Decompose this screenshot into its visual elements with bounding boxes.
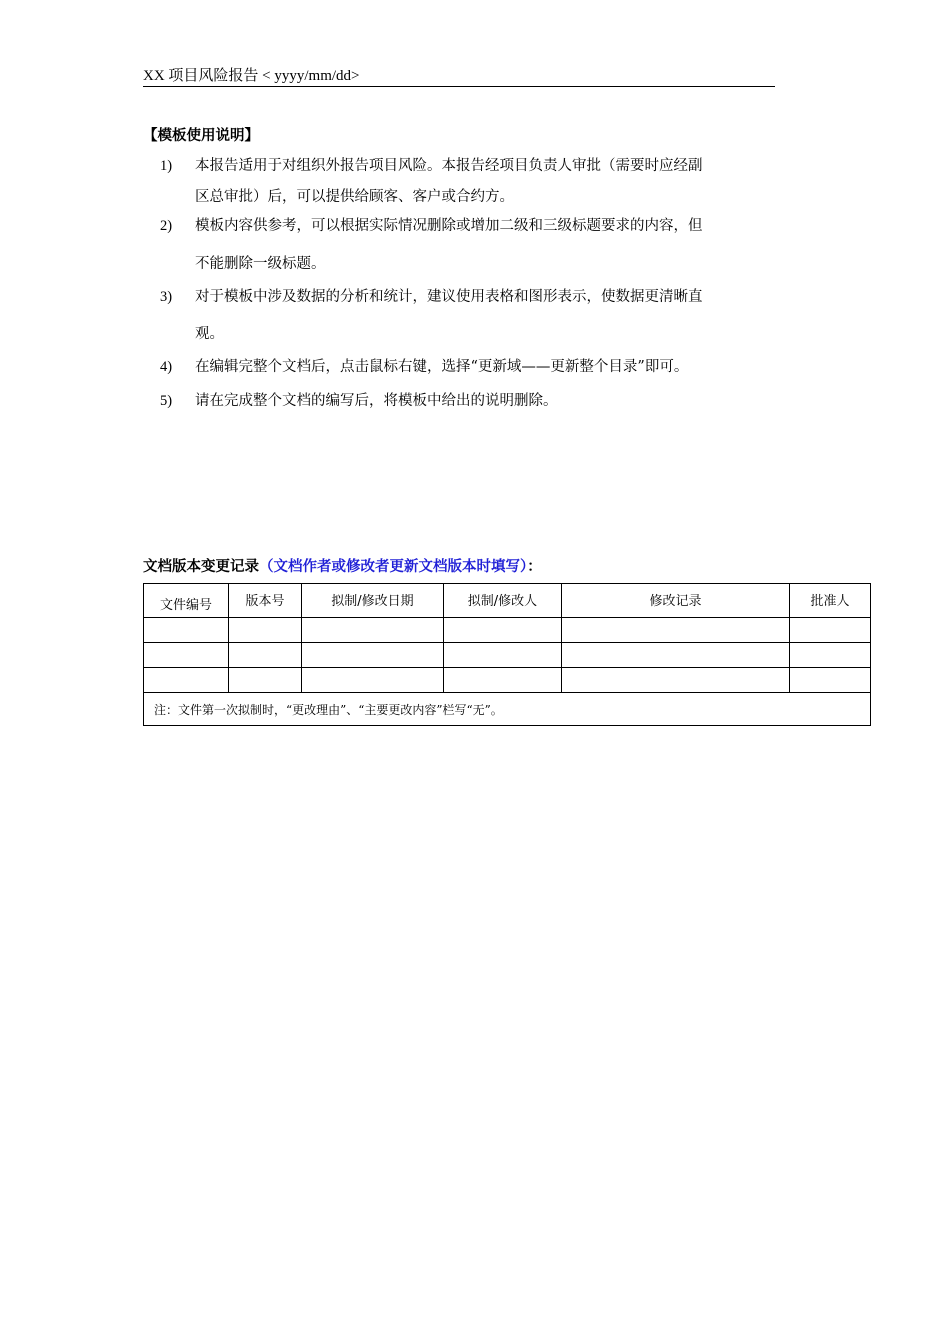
instruction-number: 1) xyxy=(160,158,173,174)
table-cell[interactable] xyxy=(444,668,562,693)
column-header: 拟制/修改日期 xyxy=(302,584,444,618)
instruction-item-1 xyxy=(160,155,780,211)
table-cell[interactable] xyxy=(302,668,444,693)
instruction-line: 本报告适用于对组织外报告项目风险。本报告经项目负责人审批（需要时应经副 xyxy=(195,158,703,174)
table-note-row xyxy=(144,693,871,726)
instruction-item-2 xyxy=(160,215,780,275)
instruction-item-4 xyxy=(160,356,780,378)
header-title: XX 项目风险报告 < yyyy/mm/dd> xyxy=(143,68,360,84)
table-cell[interactable] xyxy=(229,668,302,693)
version-record-table xyxy=(143,583,871,726)
instruction-number: 3) xyxy=(160,289,173,305)
column-header: 版本号 xyxy=(229,584,302,618)
instructions-title: 【模板使用说明】 xyxy=(143,128,259,144)
table-cell[interactable] xyxy=(562,643,790,668)
version-record-title-text: 文档版本变更记录 xyxy=(143,559,259,575)
table-cell[interactable] xyxy=(144,643,229,668)
table-cell[interactable] xyxy=(790,643,871,668)
table-cell[interactable] xyxy=(302,618,444,643)
table-cell[interactable] xyxy=(444,643,562,668)
instruction-number: 2) xyxy=(160,218,173,234)
instruction-line: 观。 xyxy=(195,326,224,342)
instruction-line: 模板内容供参考，可以根据实际情况删除或增加二级和三级标题要求的内容，但 xyxy=(195,218,703,234)
table-cell[interactable] xyxy=(562,668,790,693)
instruction-line: 请在完成整个文档的编写后，将模板中给出的说明删除。 xyxy=(195,393,558,409)
instruction-line: 区总审批）后，可以提供给顾客、客户或合约方。 xyxy=(195,189,514,205)
instruction-number: 4) xyxy=(160,359,173,375)
table-cell[interactable] xyxy=(562,618,790,643)
table-row xyxy=(144,643,871,668)
version-record-title-suffix: ： xyxy=(527,559,542,575)
table-cell[interactable] xyxy=(790,668,871,693)
table-cell[interactable] xyxy=(790,618,871,643)
version-record-title xyxy=(143,556,542,578)
instruction-item-5 xyxy=(160,390,780,412)
table-note: 注：文件第一次拟制时，“更改理由”、“主要更改内容”栏写“无”。 xyxy=(144,693,871,726)
column-header: 拟制/修改人 xyxy=(444,584,562,618)
column-header: 文件编号 xyxy=(144,584,229,618)
instruction-item-3 xyxy=(160,286,780,346)
table-row xyxy=(144,668,871,693)
table-cell[interactable] xyxy=(229,643,302,668)
instruction-line: 不能删除一级标题。 xyxy=(195,256,326,272)
instruction-line: 对于模板中涉及数据的分析和统计，建议使用表格和图形表示，使数据更清晰直 xyxy=(195,289,703,305)
version-record-title-note: （文档作者或修改者更新文档版本时填写） xyxy=(259,559,528,575)
table-cell[interactable] xyxy=(144,668,229,693)
table-cell[interactable] xyxy=(302,643,444,668)
table-row xyxy=(144,618,871,643)
table-header-row xyxy=(144,584,871,618)
instruction-line: 在编辑完整个文档后，点击鼠标右键，选择“更新域——更新整个目录”即可。 xyxy=(195,359,689,375)
instruction-number: 5) xyxy=(160,393,173,409)
column-header: 批准人 xyxy=(790,584,871,618)
page-header xyxy=(143,66,775,87)
table-cell[interactable] xyxy=(444,618,562,643)
table-cell[interactable] xyxy=(229,618,302,643)
column-header: 修改记录 xyxy=(562,584,790,618)
table-cell[interactable] xyxy=(144,618,229,643)
